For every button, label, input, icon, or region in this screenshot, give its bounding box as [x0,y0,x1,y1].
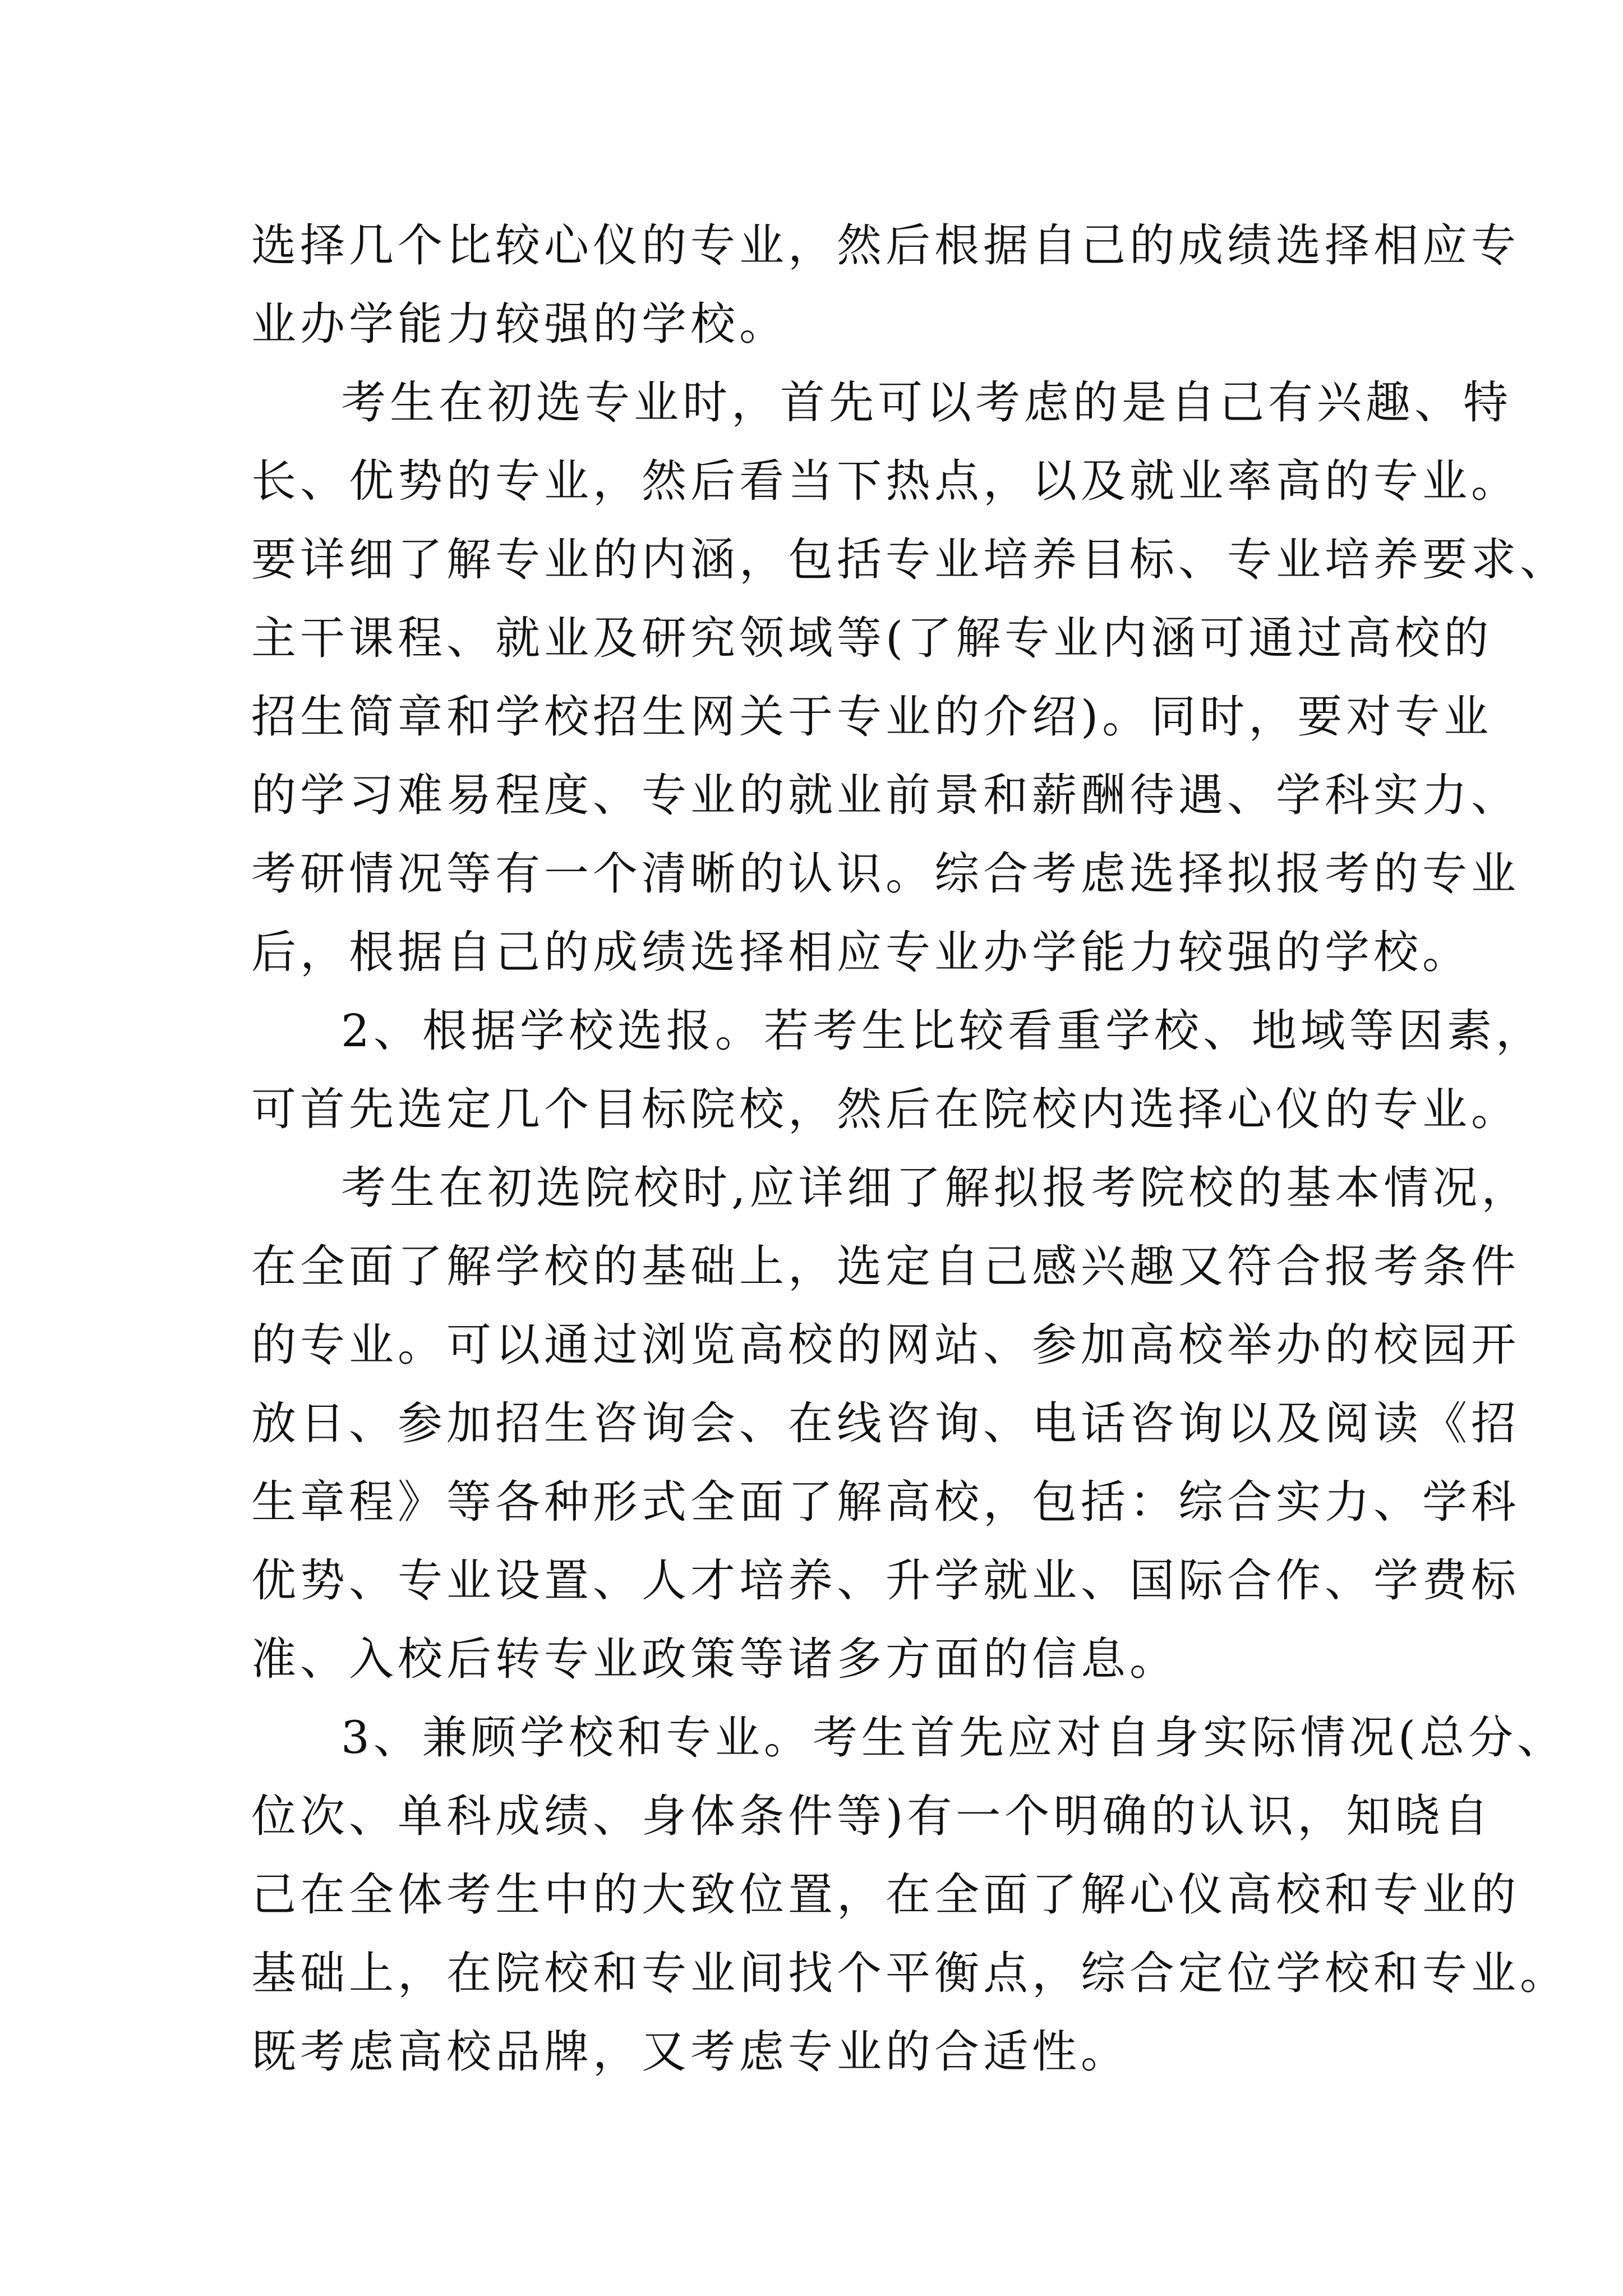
paragraph-start-line: 考生在初选院校时,应详细了解拟报考院校的基本情况， [341,1162,1530,1214]
text-line: 考研情况等有一个清晰的认识。综合考虑选择拟报考的专业 [251,848,1520,900]
text-line: 要详细了解专业的内涵，包括专业培养目标、专业培养要求、 [251,533,1569,586]
text-line: 准、入校后转专业政策等诸多方面的信息。 [251,1633,1178,1685]
text-line: 生章程》等各种形式全面了解高校，包括：综合实力、学科 [251,1476,1520,1528]
text-line: 长、优势的专业，然后看当下热点，以及就业率高的专业。 [251,455,1520,507]
paragraph-start-line: 考生在初选专业时，首先可以考虑的是自己有兴趣、特 [341,376,1512,429]
document-body [251,206,1569,2091]
paragraph-start-line: 3、兼顾学校和专业。考生首先应对自身实际情况(总分、 [341,1711,1566,1764]
text-line: 主干课程、就业及研究领域等(了解专业内涵可通过高校的 [251,612,1493,664]
text-line: 既考虑高校品牌，又考虑专业的合适性。 [251,2026,1129,2078]
text-line: 的学习难易程度、专业的就业前景和薪酬待遇、学科实力、 [251,769,1520,821]
text-line: 放日、参加招生咨询会、在线咨询、电话咨询以及阅读《招 [251,1397,1520,1450]
text-line: 优势、专业设置、人才培养、升学就业、国际合作、学费标 [251,1554,1520,1607]
text-line: 选择几个比较心仪的专业，然后根据自己的成绩选择相应专 [251,219,1520,272]
text-line: 招生简章和学校招生网关于专业的介绍)。同时，要对专业 [251,691,1493,743]
text-line: 后，根据自己的成绩选择相应专业办学能力较强的学校。 [251,926,1471,978]
text-line: 己在全体考生中的大致位置，在全面了解心仪高校和专业的 [251,1869,1520,1921]
text-line: 可首先选定几个目标院校，然后在院校内选择心仪的专业。 [251,1083,1520,1135]
text-line: 位次、单科成绩、身体条件等)有一个明确的认识，知晓自 [251,1790,1493,1842]
text-line: 在全面了解学校的基础上，选定自己感兴趣又符合报考条件 [251,1240,1520,1292]
paragraph-start-line: 2、根据学校选报。若考生比较看重学校、地域等因素， [341,1005,1544,1057]
text-line: 业办学能力较强的学校。 [251,298,788,350]
text-line: 基础上，在院校和专业间找个平衡点，综合定位学校和专业。 [251,1947,1569,1999]
text-line: 的专业。可以通过浏览高校的网站、参加高校举办的校园开 [251,1319,1520,1371]
